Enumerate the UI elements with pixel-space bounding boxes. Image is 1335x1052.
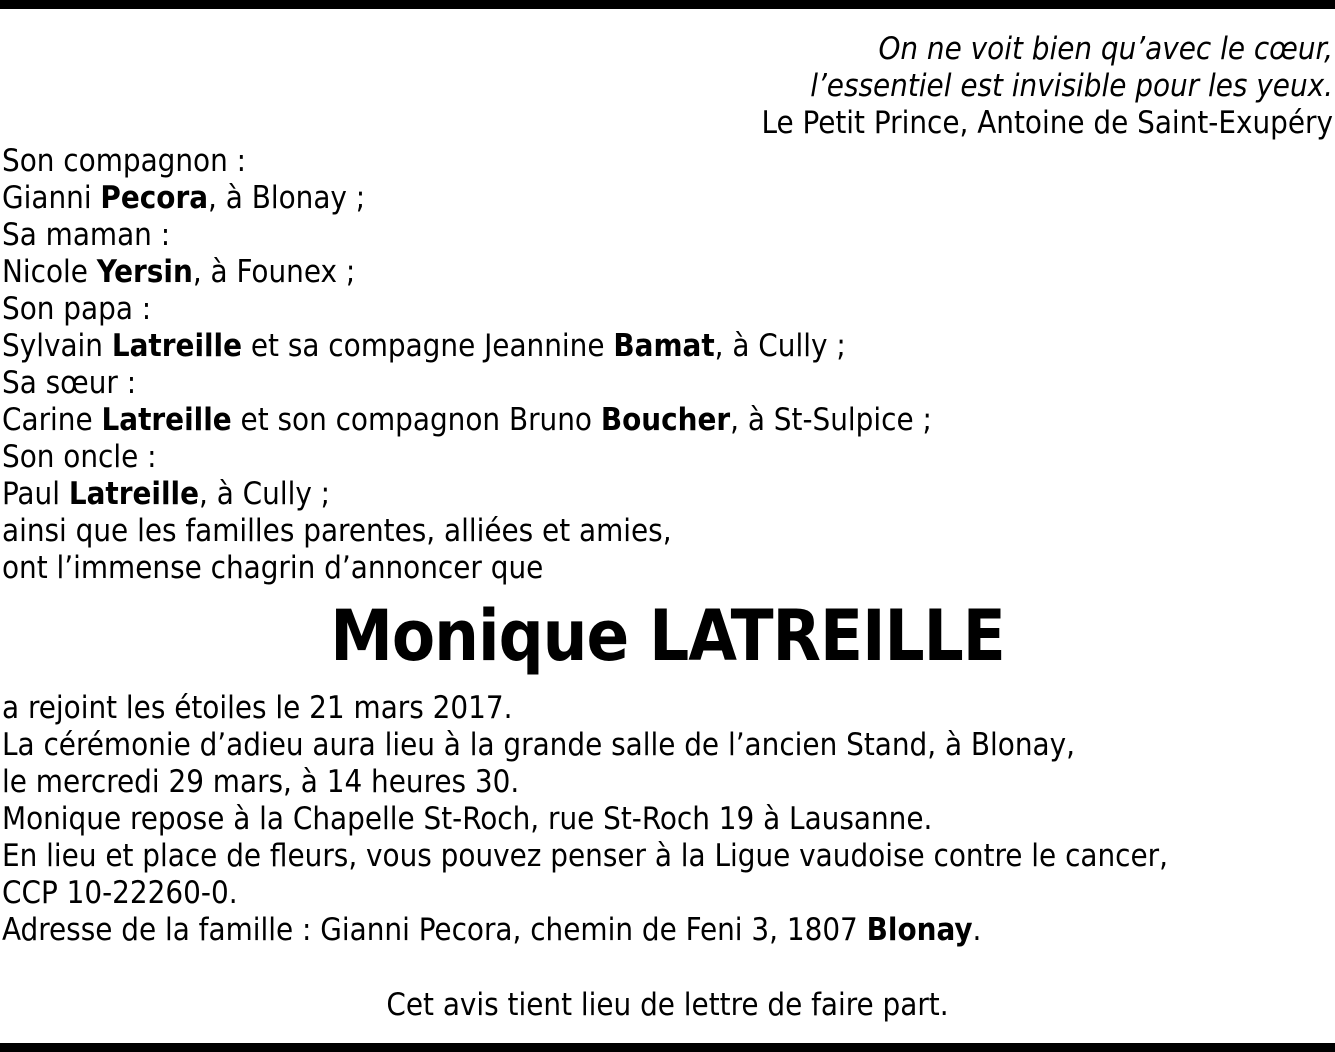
quote-line-2: l’essentiel est invisible pour les yeux. — [810, 68, 1333, 104]
announcement-line: ont l’immense chagrin d’annoncer que — [2, 550, 544, 586]
quote-source: Le Petit Prince, Antoine de Saint-Exupéry — [761, 105, 1333, 141]
ceremony-details — [2, 690, 1168, 949]
relation-heading: Son compagnon : — [2, 143, 247, 179]
ceremony-time-line: le mercredi 29 mars, à 14 heures 30. — [2, 764, 520, 800]
family-member: Carine Latreille et son compagnon Bruno Boucher, à St-Sulpice ; — [2, 402, 932, 438]
epigraph-quote — [762, 31, 1334, 142]
relation-heading: Son oncle : — [2, 439, 157, 475]
repose-location-line: Monique repose à la Chapelle St-Roch, rue St-Roch 19 à Lausanne. — [2, 801, 933, 837]
family-announcement — [2, 143, 932, 587]
quote-line-1: On ne voit bien qu’avec le cœur, — [878, 31, 1333, 67]
family-member: Nicole Yersin, à Founex ; — [2, 254, 356, 290]
top-border-rule — [0, 0, 1335, 9]
family-member: Paul Latreille, à Cully ; — [2, 476, 331, 512]
family-address-line: Adresse de la famille : Gianni Pecora, chemin de Feni 3, 1807 Blonay. — [2, 912, 982, 948]
family-member: Sylvain Latreille et sa compagne Jeannine Bamat, à Cully ; — [2, 328, 846, 364]
relation-heading: Sa maman : — [2, 217, 171, 253]
date-of-death-line: a rejoint les étoiles le 21 mars 2017. — [2, 690, 513, 726]
relation-heading: Son papa : — [2, 291, 152, 327]
donation-account-line: CCP 10-22260-0. — [2, 875, 238, 911]
family-closing-line: ainsi que les familles parentes, alliées et amies, — [2, 513, 672, 549]
deceased-name: Monique LATREILLE — [330, 595, 1005, 677]
ceremony-location-line: La cérémonie d’adieu aura lieu à la grande salle de l’ancien Stand, à Blonay, — [2, 727, 1075, 763]
bottom-border-rule — [0, 1043, 1335, 1052]
relation-heading: Sa sœur : — [2, 365, 137, 401]
donation-line: En lieu et place de fleurs, vous pouvez penser à la Ligue vaudoise contre le cancer, — [2, 838, 1168, 874]
family-member: Gianni Pecora, à Blonay ; — [2, 180, 366, 216]
closing-notice: Cet avis tient lieu de lettre de faire part. — [386, 987, 949, 1023]
